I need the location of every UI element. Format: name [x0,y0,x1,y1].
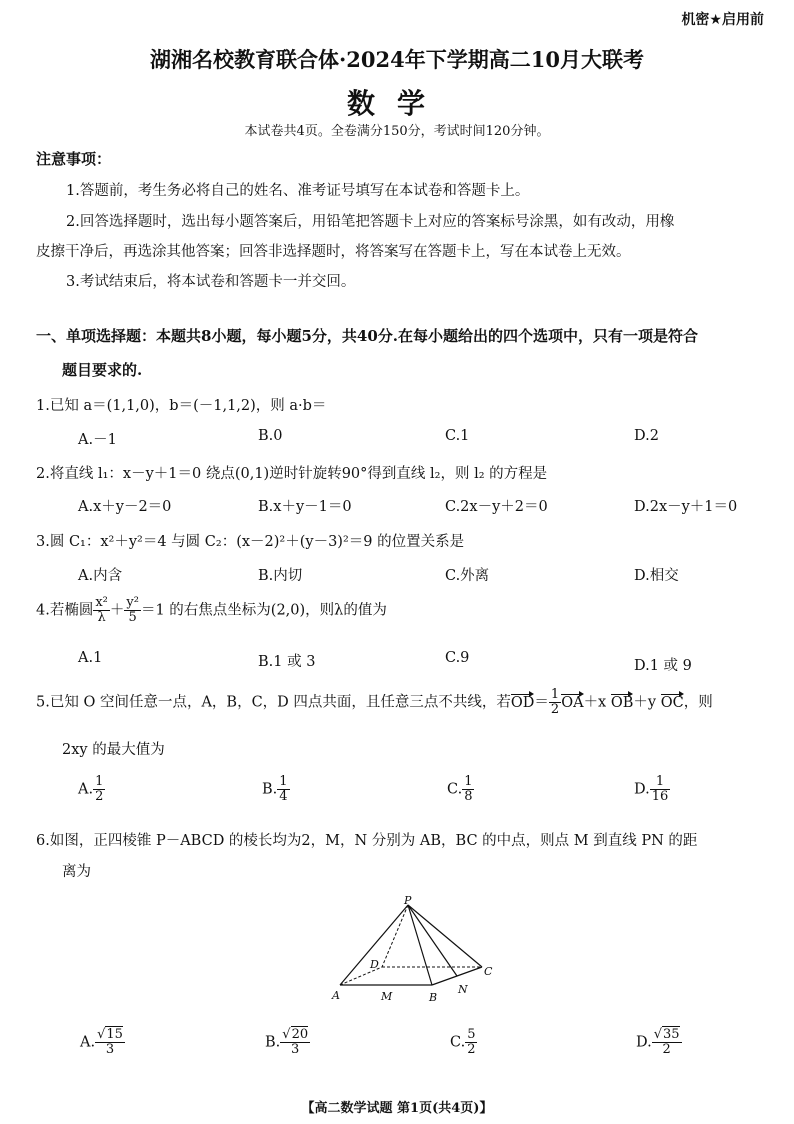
q4-option-d: D.1 或 9 [634,658,692,674]
q6-b-radical: 20 [291,1027,309,1042]
edge-pa [340,905,408,985]
label-c: C [484,965,493,978]
q4-frac1-num: x² [95,595,108,610]
q1-option-b: B.0 [258,428,283,444]
q5-d-den: 16 [651,789,669,804]
edge-pd [382,905,408,967]
q6-option-a [80,1028,125,1057]
q6-c-fraction [465,1028,477,1057]
pyramid-figure [320,895,500,1010]
q4-stem-prefix: 4.若椭圆 [36,602,94,619]
vector-oa: OA [561,694,584,711]
q6-a-fraction [95,1028,125,1057]
q6-c-den: 2 [467,1042,476,1057]
label-b: B [429,991,438,1004]
q2-option-c: C.2x－y＋2＝0 [445,499,548,515]
label-n: N [458,983,468,996]
q5-a-letter: A. [78,781,94,798]
q4-frac2-den: 5 [128,610,137,625]
q5-d-num: 1 [650,775,671,790]
q6-c-num: 5 [467,1027,476,1042]
label-m: M [381,990,393,1003]
q5-b-den: 4 [279,789,288,804]
q6-d-den: 2 [662,1042,671,1057]
question-2-stem: 2.将直线 l₁：x－y＋1＝0 绕点(0,1)逆时针旋转90°得到直线 l₂，则 l₂ 的方程是 [36,466,548,482]
q5-c-fraction [462,775,474,804]
section-heading: 一、单项选择题：本题共8小题，每小题5分，共40分.在每小题给出的四个选项中，只有一项是符合 [36,327,698,345]
notice-item-1: 1.答题前，考生务必将自己的姓名、准考证号填写在本试卷和答题卡上。 [66,183,530,199]
q4-stem-suffix: ＝1 的右焦点坐标为(2,0)，则λ的值为 [140,602,387,619]
q5-b-letter: B. [262,781,278,798]
q5-plus-y: ＋y [633,694,657,711]
q5-half-num: 1 [550,687,560,702]
vector-od: OD [510,694,535,711]
q5-c-letter: C. [447,781,463,798]
q4-fraction-x [93,596,110,625]
q6-c-letter: C. [450,1034,466,1051]
label-p: P [404,895,412,907]
q4-option-b: B.1 或 3 [258,654,316,670]
notice-item-3: 3.考试结束后，将本试卷和答题卡一并交回。 [66,274,356,290]
notice-title: 注意事项： [36,150,112,168]
q5-option-b [262,775,290,804]
q6-d-num: √35 [653,1027,680,1042]
exam-info: 本试卷共4页。全卷满分150分，考试时间120分钟。 [244,124,550,139]
label-a: A [332,989,340,1002]
q6-option-d [636,1028,682,1057]
q6-d-letter: D. [636,1034,652,1051]
edge-bc [432,967,482,985]
q6-b-num: √20 [282,1027,309,1042]
q5-d-letter: D. [634,781,650,798]
q3-option-b: B.内切 [258,568,303,584]
q4-frac1-den: λ [97,610,106,625]
q2-option-a: A.x＋y－2＝0 [78,499,172,515]
q5-a-num: 1 [95,774,104,789]
q6-a-num: √15 [97,1027,123,1042]
q3-option-a: A.内含 [78,568,123,584]
q5-c-den: 8 [464,789,473,804]
q5-option-c [447,775,474,804]
question-3-stem: 3.圆 C₁：x²＋y²＝4 与圆 C₂：(x－2)²＋(y－3)²＝9 的位置关系是 [36,534,465,550]
q5-b-fraction [277,775,289,804]
q2-option-b: B.x＋y－1＝0 [258,499,352,515]
q1-option-a: A.－1 [78,432,117,448]
q3-option-c: C.外离 [445,568,490,584]
q4-option-a: A.1 [78,650,103,666]
q5-plus-x: ＋x [583,694,607,711]
q1-option-c: C.1 [445,428,470,444]
q5-option-a [78,775,105,804]
q6-d-fraction [652,1028,682,1057]
q6-d-radical: 35 [663,1027,680,1042]
q5-stem-end: ，则 [683,694,713,711]
question-4-stem [36,596,387,625]
exam-title: 湖湘名校教育联合体·2024年下学期高二10月大联考 [150,47,644,72]
q5-stem-prefix: 5.已知 O 空间任意一点，A，B，C，D 四点共面，且任意三点不共线，若 [36,694,511,711]
q4-frac2-num: y² [126,595,139,610]
edge-pb [408,905,432,985]
q6-b-letter: B. [265,1034,281,1051]
q6-a-den: 3 [105,1042,115,1057]
q5-equals: ＝ [534,694,549,711]
q4-option-c: C.9 [445,650,470,666]
question-5-stem-cont: 2xy 的最大值为 [62,742,165,758]
question-1-stem: 1.已知 a＝(1,1,0)，b＝(－1,1,2)，则 a·b＝ [36,398,327,414]
q5-a-fraction [93,775,105,804]
q4-plus: ＋ [109,602,125,619]
q5-d-fraction [650,775,671,804]
q1-option-d: D.2 [634,428,659,444]
q3-option-d: D.相交 [634,568,679,584]
label-d: D [370,958,379,971]
q6-option-b [265,1028,310,1057]
vector-ob: OB [610,694,634,711]
q5-half [549,688,561,717]
q2-option-d: D.2x－y＋1＝0 [634,499,738,515]
q6-a-letter: A. [80,1034,96,1051]
q4-fraction-y [124,596,141,625]
notice-item-2: 2.回答选择题时，选出每小题答案后，用铅笔把答题卡上对应的答案标号涂黑，如有改动，用橡 [66,214,675,230]
page-footer: 【高二数学试题 第1页(共4页)】 [301,1101,493,1116]
q6-b-den: 3 [291,1042,300,1057]
q5-a-den: 2 [95,789,104,804]
vector-oc: OC [660,694,684,711]
q5-option-d [634,775,670,804]
q5-half-den: 2 [550,702,560,717]
notice-item-2-cont: 皮擦干净后，再选涂其他答案；回答非选择题时，将答案写在答题卡上，写在本试卷上无效。 [36,244,631,260]
q5-b-num: 1 [279,774,288,789]
confidential-mark: 机密★启用前 [681,12,764,28]
subject-title: 数学 [346,87,447,120]
question-6-stem: 6.如图，正四棱锥 P－ABCD 的棱长均为2，M，N 分别为 AB，BC 的中点，则点 M 到直线 PN 的距 [36,833,698,849]
question-5-stem [36,688,713,717]
q6-b-fraction [280,1028,310,1057]
question-6-stem-cont: 离为 [62,864,91,880]
section-heading-cont: 题目要求的. [62,361,143,379]
q5-c-num: 1 [464,774,473,789]
q6-a-radical: 15 [106,1027,123,1042]
q6-option-c [450,1028,477,1057]
